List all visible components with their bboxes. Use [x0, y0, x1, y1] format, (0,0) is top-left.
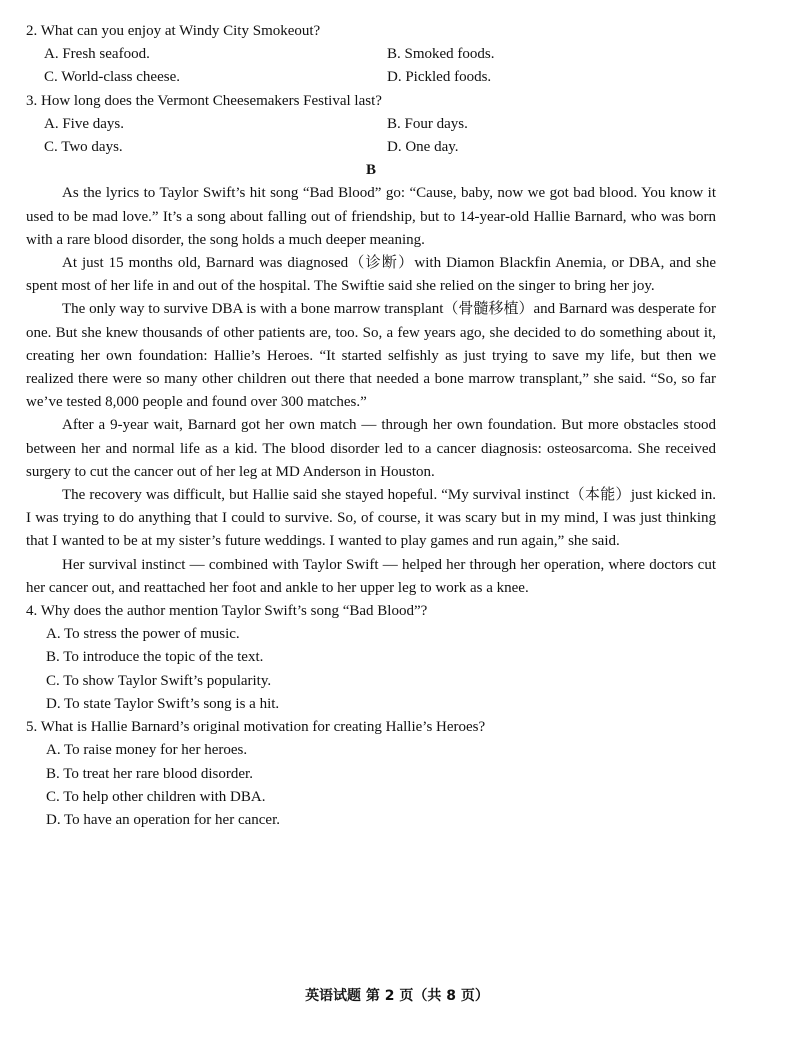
question-stem: 4. Why does the author mention Taylor Swift’s song “Bad Blood”? [26, 603, 428, 620]
option-b: B. Four days. [387, 115, 468, 132]
option-a: A. To raise money for her heroes. [46, 742, 248, 759]
option-b: B. Smoked foods. [387, 46, 495, 63]
option-b: B. To introduce the topic of the text. [46, 649, 264, 666]
options-list [26, 739, 716, 832]
option-b: B. To treat her rare blood disorder. [46, 765, 253, 782]
option-d: D. Pickled foods. [387, 69, 492, 86]
passage-paragraph: The recovery was difficult, but Hallie said she stayed hopeful. “My survival instinct（本能）just kicked in. I was trying to do anything that I could to survive. So, of course, it was scary but in my mind, I was just thinking that I wanted to be at my sister’s future weddings. I wanted to play games and run again,” she said. [26, 487, 716, 550]
option-c: C. World-class cheese. [44, 69, 180, 86]
option-c: C. To show Taylor Swift’s popularity. [46, 672, 272, 689]
option-d: D. To state Taylor Swift’s song is a hit. [46, 695, 280, 712]
page-content [26, 20, 716, 832]
passage-paragraph: Her survival instinct — combined with Taylor Swift — helped her through her operation, where doctors cut her cancer out, and reattached her foot and ankle to her upper leg to work as a knee. [26, 556, 716, 596]
option-a: A. Five days. [44, 115, 124, 132]
option-d: D. To have an operation for her cancer. [46, 811, 280, 828]
question-4 [26, 600, 716, 716]
question-2 [26, 20, 716, 90]
options-grid [26, 113, 716, 159]
options-grid [26, 43, 716, 89]
section-title: B [365, 162, 376, 179]
question-stem: 2. What can you enjoy at Windy City Smokeout? [26, 23, 321, 39]
page-footer: 英语试题 第 2 页（共 8 页） [305, 988, 489, 1004]
question-stem: 3. How long does the Vermont Cheesemakers Festival last? [26, 92, 382, 109]
question-stem: 5. What is Hallie Barnard’s original motivation for creating Hallie’s Heroes? [26, 719, 486, 736]
option-d: D. One day. [387, 139, 459, 156]
passage-paragraph: At just 15 months old, Barnard was diagnosed（诊断）with Diamon Blackfin Anemia, or DBA, and she spent most of her life in and out of the hospital. The Swiftie said she relied on the singer to bring her joy. [26, 255, 716, 295]
passage [26, 182, 716, 600]
option-c: C. To help other children with DBA. [46, 788, 266, 805]
passage-paragraph: The only way to survive DBA is with a bone marrow transplant（骨髓移植）and Barnard was desperate for one. But she knew thousands of other patients are, too. So, a few years ago, she decided to do something about it, creating her own foundation: Hallie’s Heroes. “It started selfishly as just trying to save my life, but then we realized there were so many other children out there that needed a bone marrow transplant,” she said. “So, so far we’ve tested 8,000 people and found over 300 matches.” [26, 301, 716, 411]
option-a: A. To stress the power of music. [46, 626, 240, 643]
option-a: A. Fresh seafood. [44, 46, 150, 63]
passage-paragraph: After a 9-year wait, Barnard got her own match — through her own foundation. But more obstacles stood between her and normal life as a kid. The blood disorder led to a cancer diagnosis: osteosarcoma. She received surgery to cut the cancer out of her leg at MD Anderson in Houston. [26, 417, 716, 480]
passage-paragraph: As the lyrics to Taylor Swift’s hit song “Bad Blood” go: “Cause, baby, now we got bad blood. You know it used to be mad love.” It’s a song about falling out of friendship, but to 14-year-old Hallie Barnard, who was born with a rare blood disorder, the song holds a much deeper meaning. [26, 185, 716, 248]
question-5 [26, 716, 716, 832]
options-list [26, 623, 716, 716]
option-c: C. Two days. [44, 139, 123, 156]
question-3 [26, 90, 716, 160]
